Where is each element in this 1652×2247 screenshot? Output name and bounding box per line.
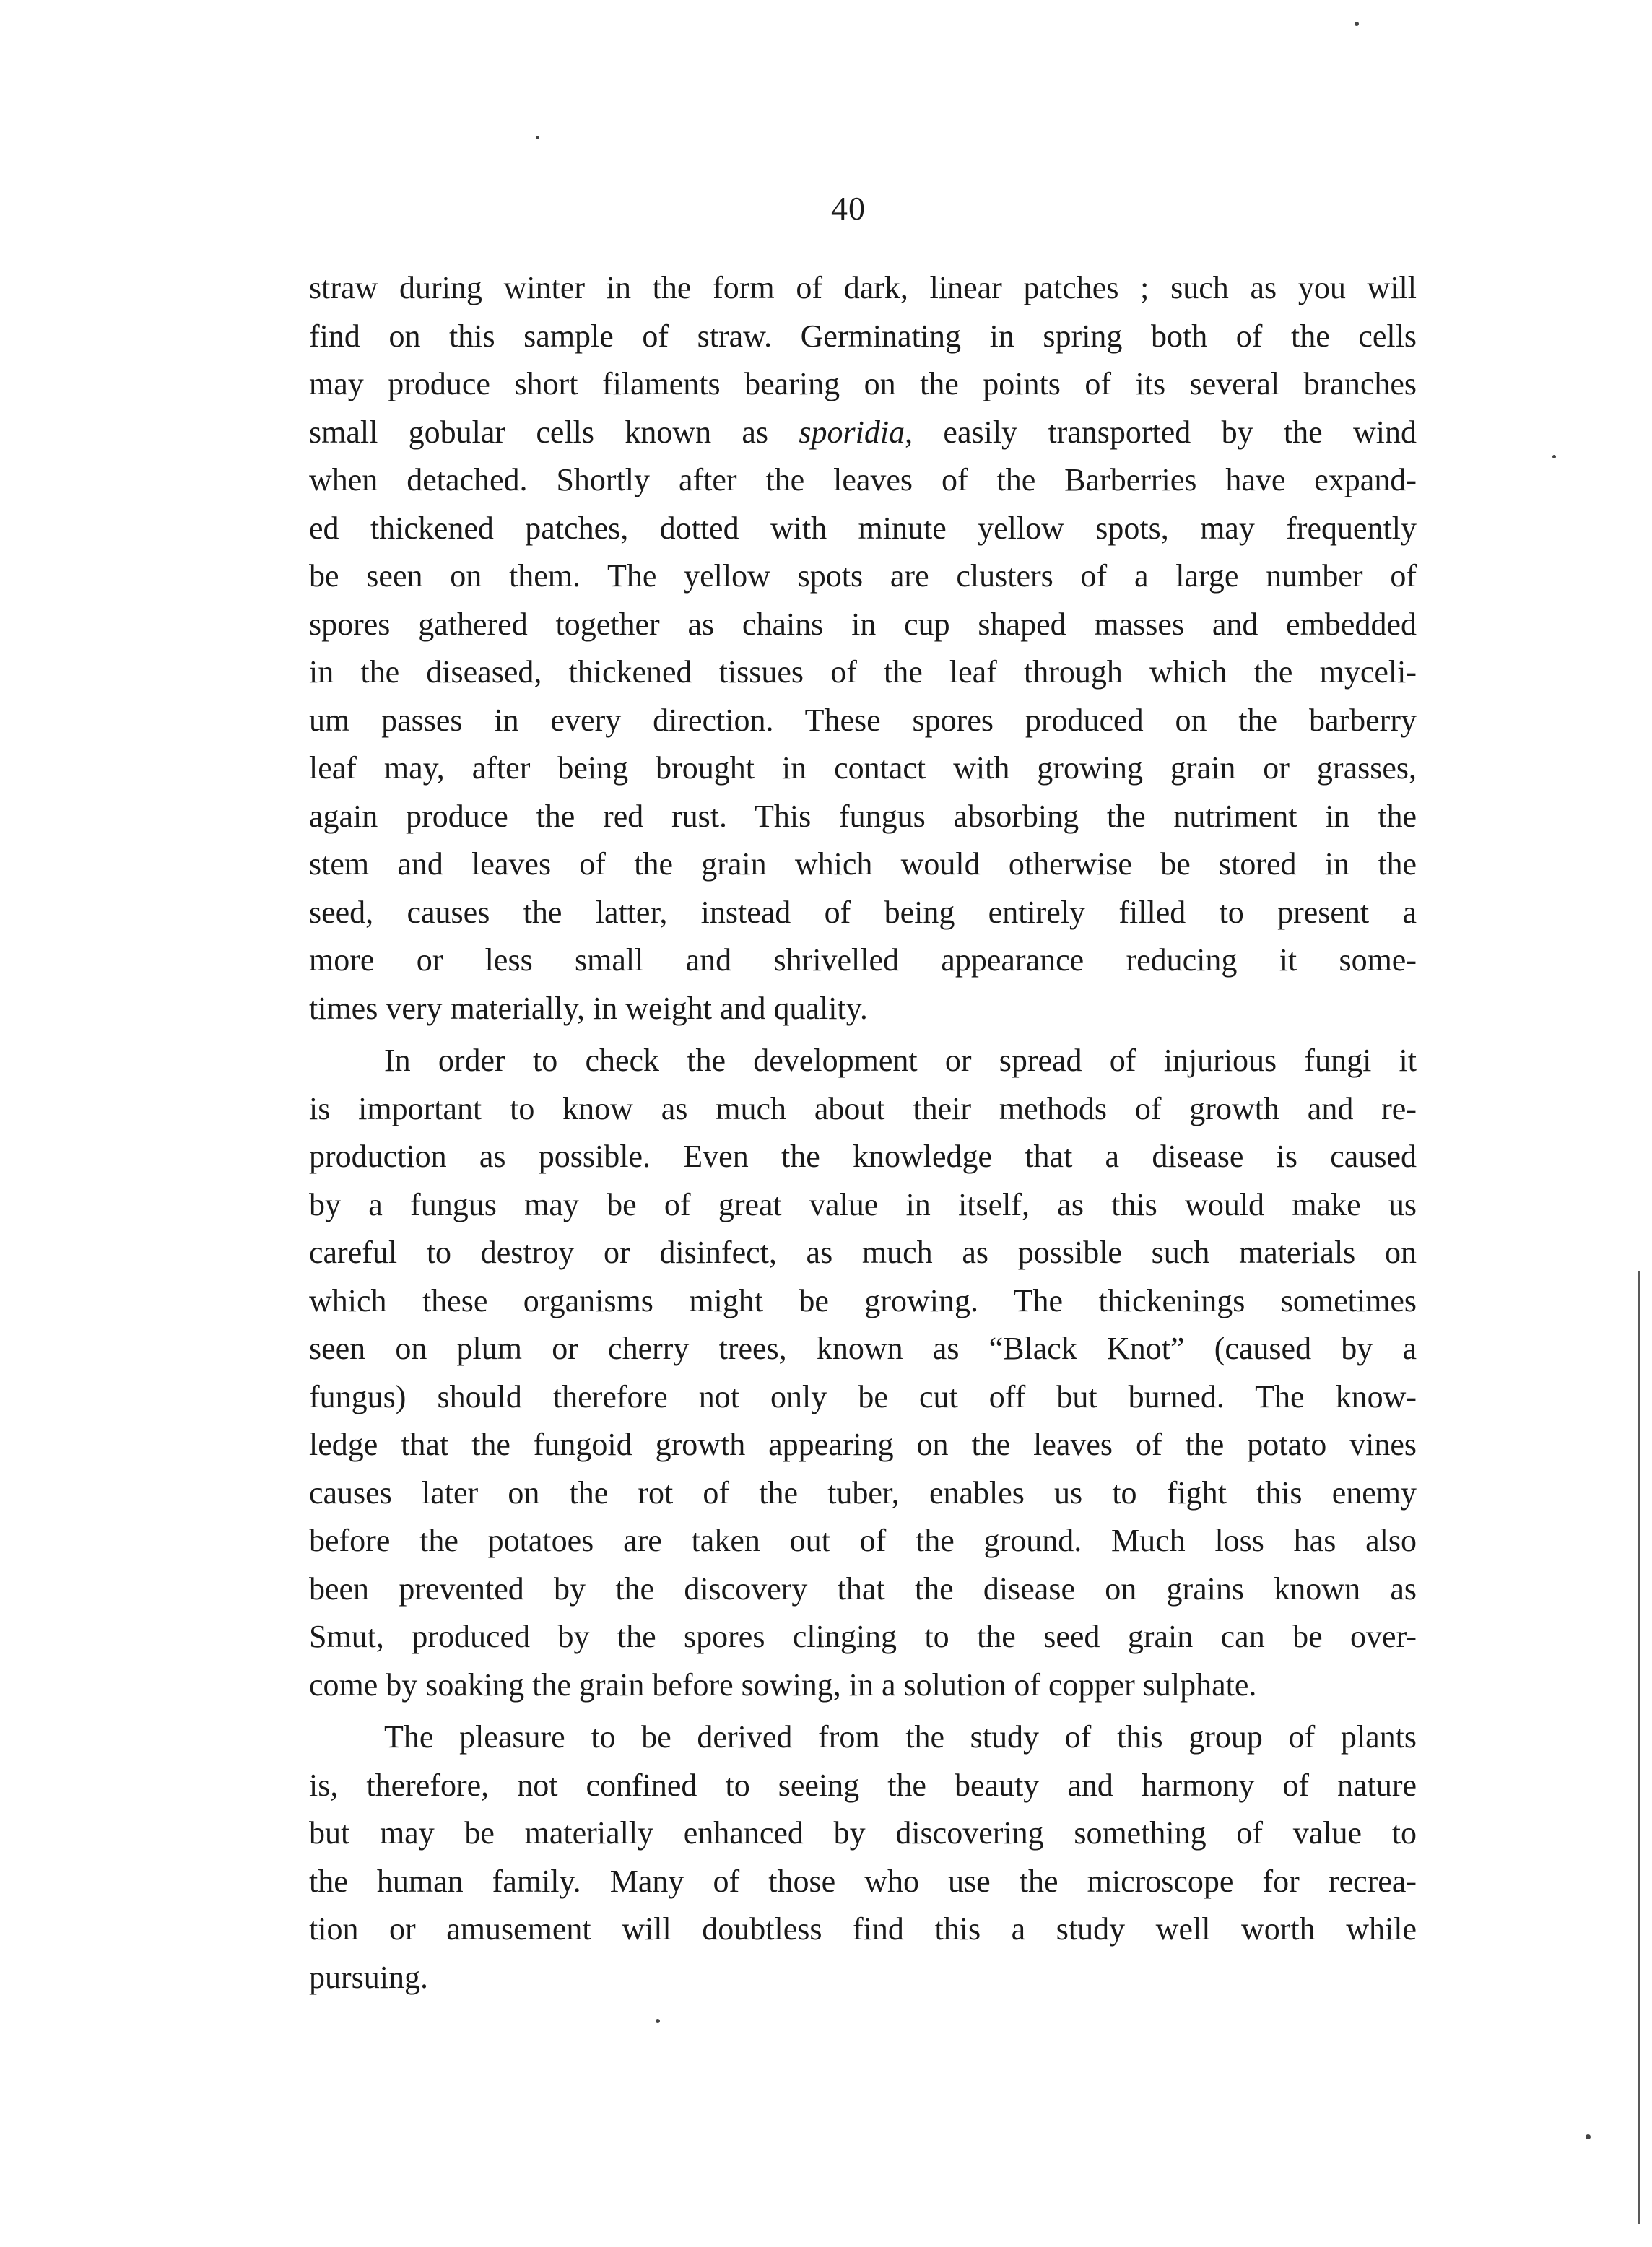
text-line: ed thickened patches, dotted with minute yellow spots, may frequently: [309, 510, 1417, 546]
text-line: careful to destroy or disinfect, as much as possible such materials on: [309, 1235, 1417, 1270]
scan-speck: [656, 2019, 660, 2023]
text-line: tion or amusement will doubtless find this a study well worth while: [309, 1911, 1417, 1947]
scan-speck: [1355, 22, 1359, 26]
text-line: Smut, produced by the spores clinging to the seed grain can be over-: [309, 1619, 1417, 1654]
text-line: The pleasure to be derived from the study of this group of plants: [384, 1719, 1417, 1755]
text-line: stem and leaves of the grain which would otherwise be stored in the: [309, 846, 1417, 882]
scan-speck: [1552, 455, 1556, 458]
text-line: again produce the red rust. This fungus absorbing the nutriment in the: [309, 798, 1417, 834]
text-line: spores gathered together as chains in cup shaped masses and embedded: [309, 606, 1417, 642]
text-line: is, therefore, not confined to seeing the beauty and harmony of nature: [309, 1767, 1417, 1803]
paragraph-1: [309, 264, 1417, 1033]
text-line: seed, causes the latter, instead of being entirely filled to present a: [309, 894, 1417, 930]
text-line: is important to know as much about their methods of growth and re-: [309, 1090, 1417, 1126]
text-line: be seen on them. The yellow spots are clusters of a large number of: [309, 558, 1417, 594]
text-line: ledge that the fungoid growth appearing on the leaves of the potato vines: [309, 1427, 1417, 1462]
text-line: but may be materially enhanced by discovering something of value to: [309, 1815, 1417, 1851]
text-line: before the potatoes are taken out of the ground. Much loss has also: [309, 1523, 1417, 1558]
text-line: by a fungus may be of great value in itself, as this would make us: [309, 1186, 1417, 1222]
text-line: leaf may, after being brought in contact with growing grain or grasses,: [309, 750, 1417, 786]
italic-term: sporidia: [799, 414, 905, 450]
text-line: production as possible. Even the knowledge that a disease is caused: [309, 1139, 1417, 1174]
scan-edge-line: [1638, 1271, 1640, 2224]
text-line: been prevented by the discovery that the disease on grains known as: [309, 1570, 1417, 1607]
text-line: may produce short filaments bearing on the points of its several branches: [309, 366, 1417, 401]
text-line: times very materially, in weight and quality.: [309, 990, 868, 1026]
text-line: straw during winter in the form of dark, linear patches ; such as you will: [309, 270, 1417, 305]
text-line: causes later on the rot of the tuber, enables us to fight this enemy: [309, 1474, 1417, 1511]
text-line: come by soaking the grain before sowing, in a solution of copper sulphate.: [309, 1666, 1257, 1703]
text-line: In order to check the development or spread of injurious fungi it: [384, 1043, 1417, 1078]
text-line: when detached. Shortly after the leaves of the Barberries have expand-: [309, 462, 1417, 497]
text-line: seen on plum or cherry trees, known as “Black Knot” (caused by a: [309, 1331, 1417, 1366]
scan-speck: [536, 136, 539, 139]
text-line: which these organisms might be growing. The thickenings sometimes: [309, 1282, 1417, 1318]
body-text: [309, 264, 1417, 2006]
text-line: in the diseased, thickened tissues of the leaf through which the myceli-: [309, 654, 1417, 690]
text-line: um passes in every direction. These spores produced on the barberry: [309, 702, 1417, 738]
paragraph-3: [309, 1713, 1417, 2002]
text-line: fungus) should therefore not only be cut off but burned. The know-: [309, 1378, 1417, 1414]
text-line: the human family. Many of those who use the microscope for recrea-: [309, 1863, 1417, 1899]
text-line: find on this sample of straw. Germinating in spring both of the cells: [309, 318, 1417, 354]
scan-speck: [1586, 2134, 1591, 2139]
text-line-sporidia: small gobular cells known as sporidia, easily transported by the wind: [309, 414, 1417, 450]
paragraph-2: [309, 1037, 1417, 1709]
page-number: 40: [831, 190, 866, 227]
text-line: more or less small and shrivelled appearance reducing it some-: [309, 942, 1417, 978]
text-line: pursuing.: [309, 1959, 428, 1995]
